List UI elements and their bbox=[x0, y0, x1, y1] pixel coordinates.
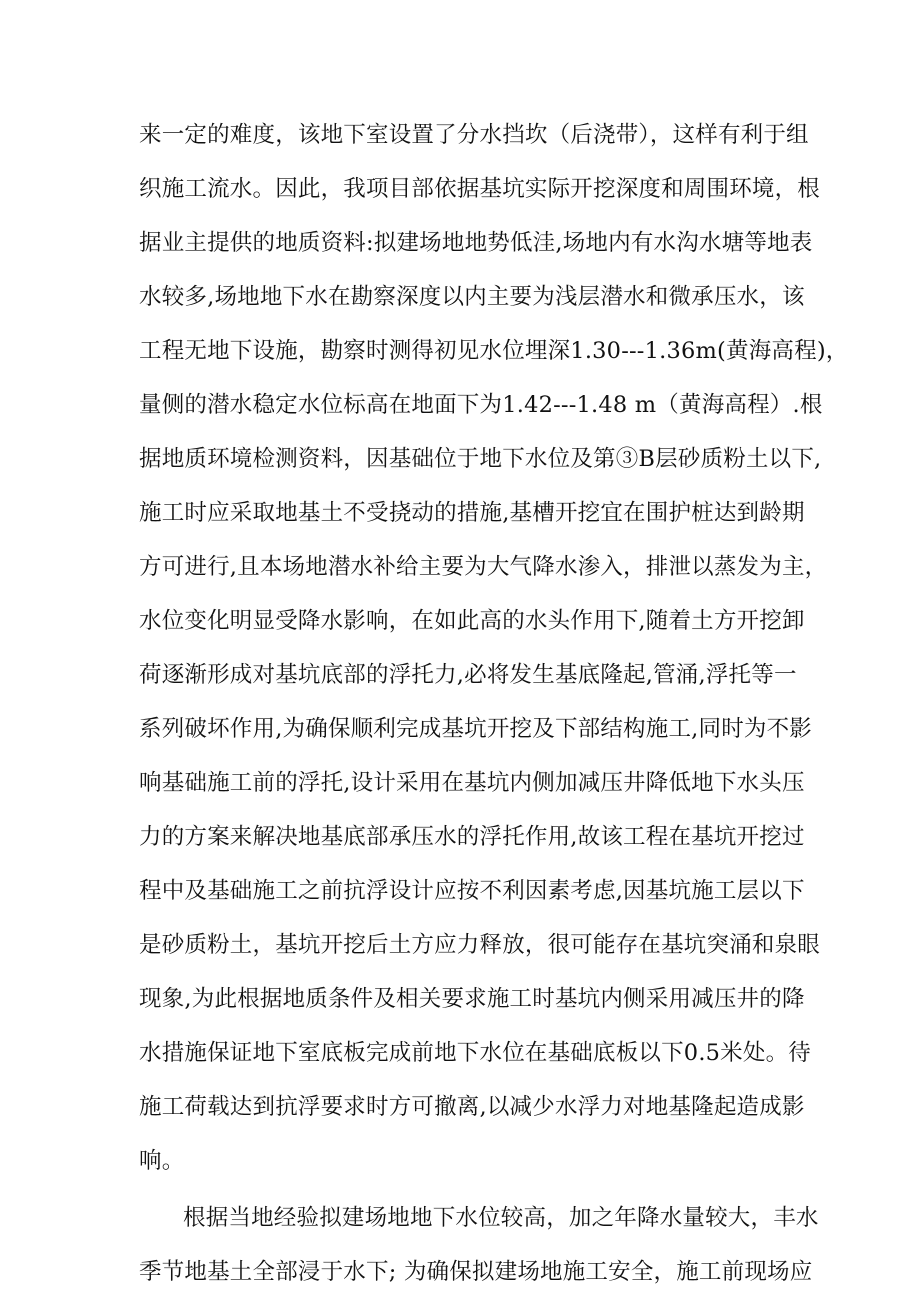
text-line: 水措施保证地下室底板完成前地下水位在基础底板以下0.5米处。待 bbox=[139, 1040, 811, 1066]
text-line: 据地质环境检测资料，因基础位于地下水位及第③B层砂质粉土以下, bbox=[139, 446, 822, 472]
text-line: 织施工流水。因此，我项目部依据基坑实际开挖深度和周围环境，根 bbox=[139, 176, 821, 202]
text-line: 水较多,场地地下水在勘察深度以内主要为浅层潜水和微承压水，该 bbox=[139, 284, 805, 310]
text-line: 水位变化明显受降水影响，在如此高的水头作用下,随着土方开挖卸 bbox=[139, 608, 805, 634]
text-line: 方可进行,且本场地潜水补给主要为大气降水渗入，排泄以蒸发为主， bbox=[139, 554, 828, 580]
text-line: 系列破坏作用,为确保顺利完成基坑开挖及下部结构施工,同时为不影 bbox=[139, 716, 813, 742]
text-line: 根据当地经验拟建场地地下水位较高，加之年降水量较大，丰水 bbox=[183, 1205, 819, 1231]
text-line: 施工时应采取地基土不受挠动的措施,基槽开挖宜在围护桩达到龄期 bbox=[139, 500, 805, 526]
text-line: 工程无地下设施，勘察时测得初见水位埋深1.30---1.36m(黄海高程)， bbox=[139, 338, 849, 364]
text-line: 力的方案来解决地基底部承压水的浮托作用,故该工程在基坑开挖过 bbox=[139, 824, 805, 850]
text-line: 现象,为此根据地质条件及相关要求施工时基坑内侧采用减压井的降 bbox=[139, 986, 805, 1012]
text-line: 程中及基础施工之前抗浮设计应按不利因素考虑,因基坑施工层以下 bbox=[139, 878, 805, 904]
text-line: 响基础施工前的浮托,设计采用在基坑内侧加减压井降低地下水头压 bbox=[139, 770, 805, 796]
text-line: 量侧的潜水稳定水位标高在地面下为1.42---1.48 m（黄海高程）.根 bbox=[139, 392, 823, 418]
text-line: 季节地基土全部浸于水下; 为确保拟建场地施工安全，施工前现场应 bbox=[139, 1259, 813, 1285]
text-line: 是砂质粉土，基坑开挖后土方应力释放，很可能存在基坑突涌和泉眼 bbox=[139, 932, 821, 958]
text-line: 来一定的难度，该地下室设置了分水挡坎（后浇带），这样有利于组 bbox=[139, 122, 809, 148]
text-line: 施工荷载达到抗浮要求时方可撤离,以减少水浮力对地基隆起造成影 bbox=[139, 1094, 805, 1120]
text-line: 据业主提供的地质资料:拟建场地地势低洼,场地内有水沟水塘等地表 bbox=[139, 230, 813, 256]
text-line: 响。 bbox=[139, 1148, 185, 1174]
text-line: 荷逐渐形成对基坑底部的浮托力,必将发生基底隆起,管涌,浮托等一 bbox=[139, 662, 797, 688]
